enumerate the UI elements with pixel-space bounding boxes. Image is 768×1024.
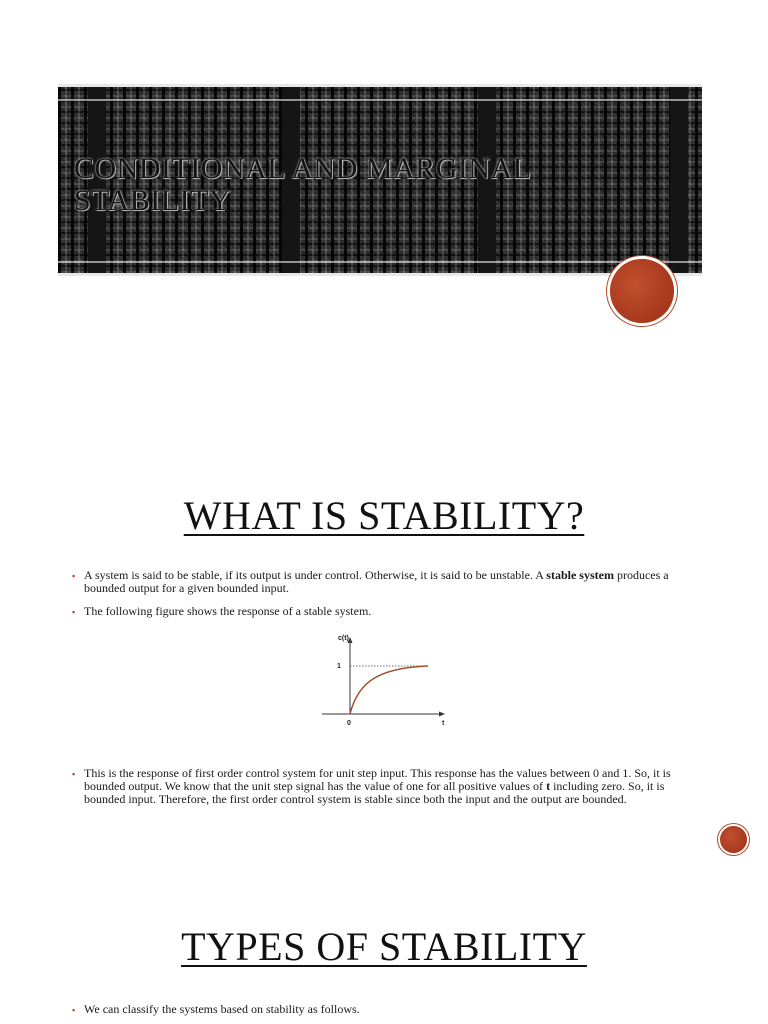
- bullet-bold-term: t: [546, 779, 551, 793]
- bullet-marker-icon: ▪: [72, 571, 76, 581]
- section-heading-stability: WHAT IS STABILITY?: [183, 493, 585, 538]
- accent-circle: [610, 259, 674, 323]
- bullet-text: The following figure shows the response of a stable system.: [84, 604, 372, 618]
- bullet-text: A system is said to be stable, if its output is under control. Otherwise, it is said to be unstable. A: [84, 568, 547, 582]
- bullet-marker-icon: ▪: [72, 1005, 76, 1015]
- bullet-marker-icon: ▪: [72, 769, 76, 779]
- bullet-item: [72, 767, 708, 806]
- banner-texture-line: [58, 99, 702, 101]
- step-response-figure: [318, 630, 448, 730]
- bullet-bold-term: stable system: [546, 568, 614, 582]
- x-tick-zero: 0: [347, 720, 351, 727]
- y-axis-label: c(t): [338, 635, 349, 642]
- bullet-text: including zero. So, it is bounded input. Therefore, the first order control system is stable since both the input and the output are bounded.: [84, 779, 665, 806]
- x-axis-label: t: [442, 720, 445, 727]
- section-heading-types: TYPES OF STABILITY: [181, 924, 587, 969]
- bullet-item: [72, 605, 708, 618]
- response-curve: [350, 666, 428, 714]
- slide-title: CONDITIONAL AND MARGINAL STABILITY: [74, 152, 531, 217]
- bullet-text: produces a bounded output for a given bounded input.: [84, 568, 669, 595]
- bullet-text: This is the response of first order control system for unit step input. This response has the values between 0 and 1. So, it is bounded output. We know that the unit step signal has the value of one for all positive values of: [84, 766, 671, 793]
- title-banner: [58, 84, 702, 276]
- bullet-text: We can classify the systems based on stability as follows.: [84, 1002, 360, 1016]
- step-response-plot: [318, 630, 448, 730]
- bullet-item: [72, 569, 708, 595]
- x-axis-arrow-icon: [439, 712, 445, 717]
- bullet-marker-icon: ▪: [72, 607, 76, 617]
- banner-texture-bar: [670, 87, 688, 273]
- bullet-item: [72, 1003, 708, 1016]
- accent-circle: [720, 826, 747, 853]
- banner-texture-line: [58, 261, 702, 263]
- y-tick-one: 1: [337, 663, 341, 670]
